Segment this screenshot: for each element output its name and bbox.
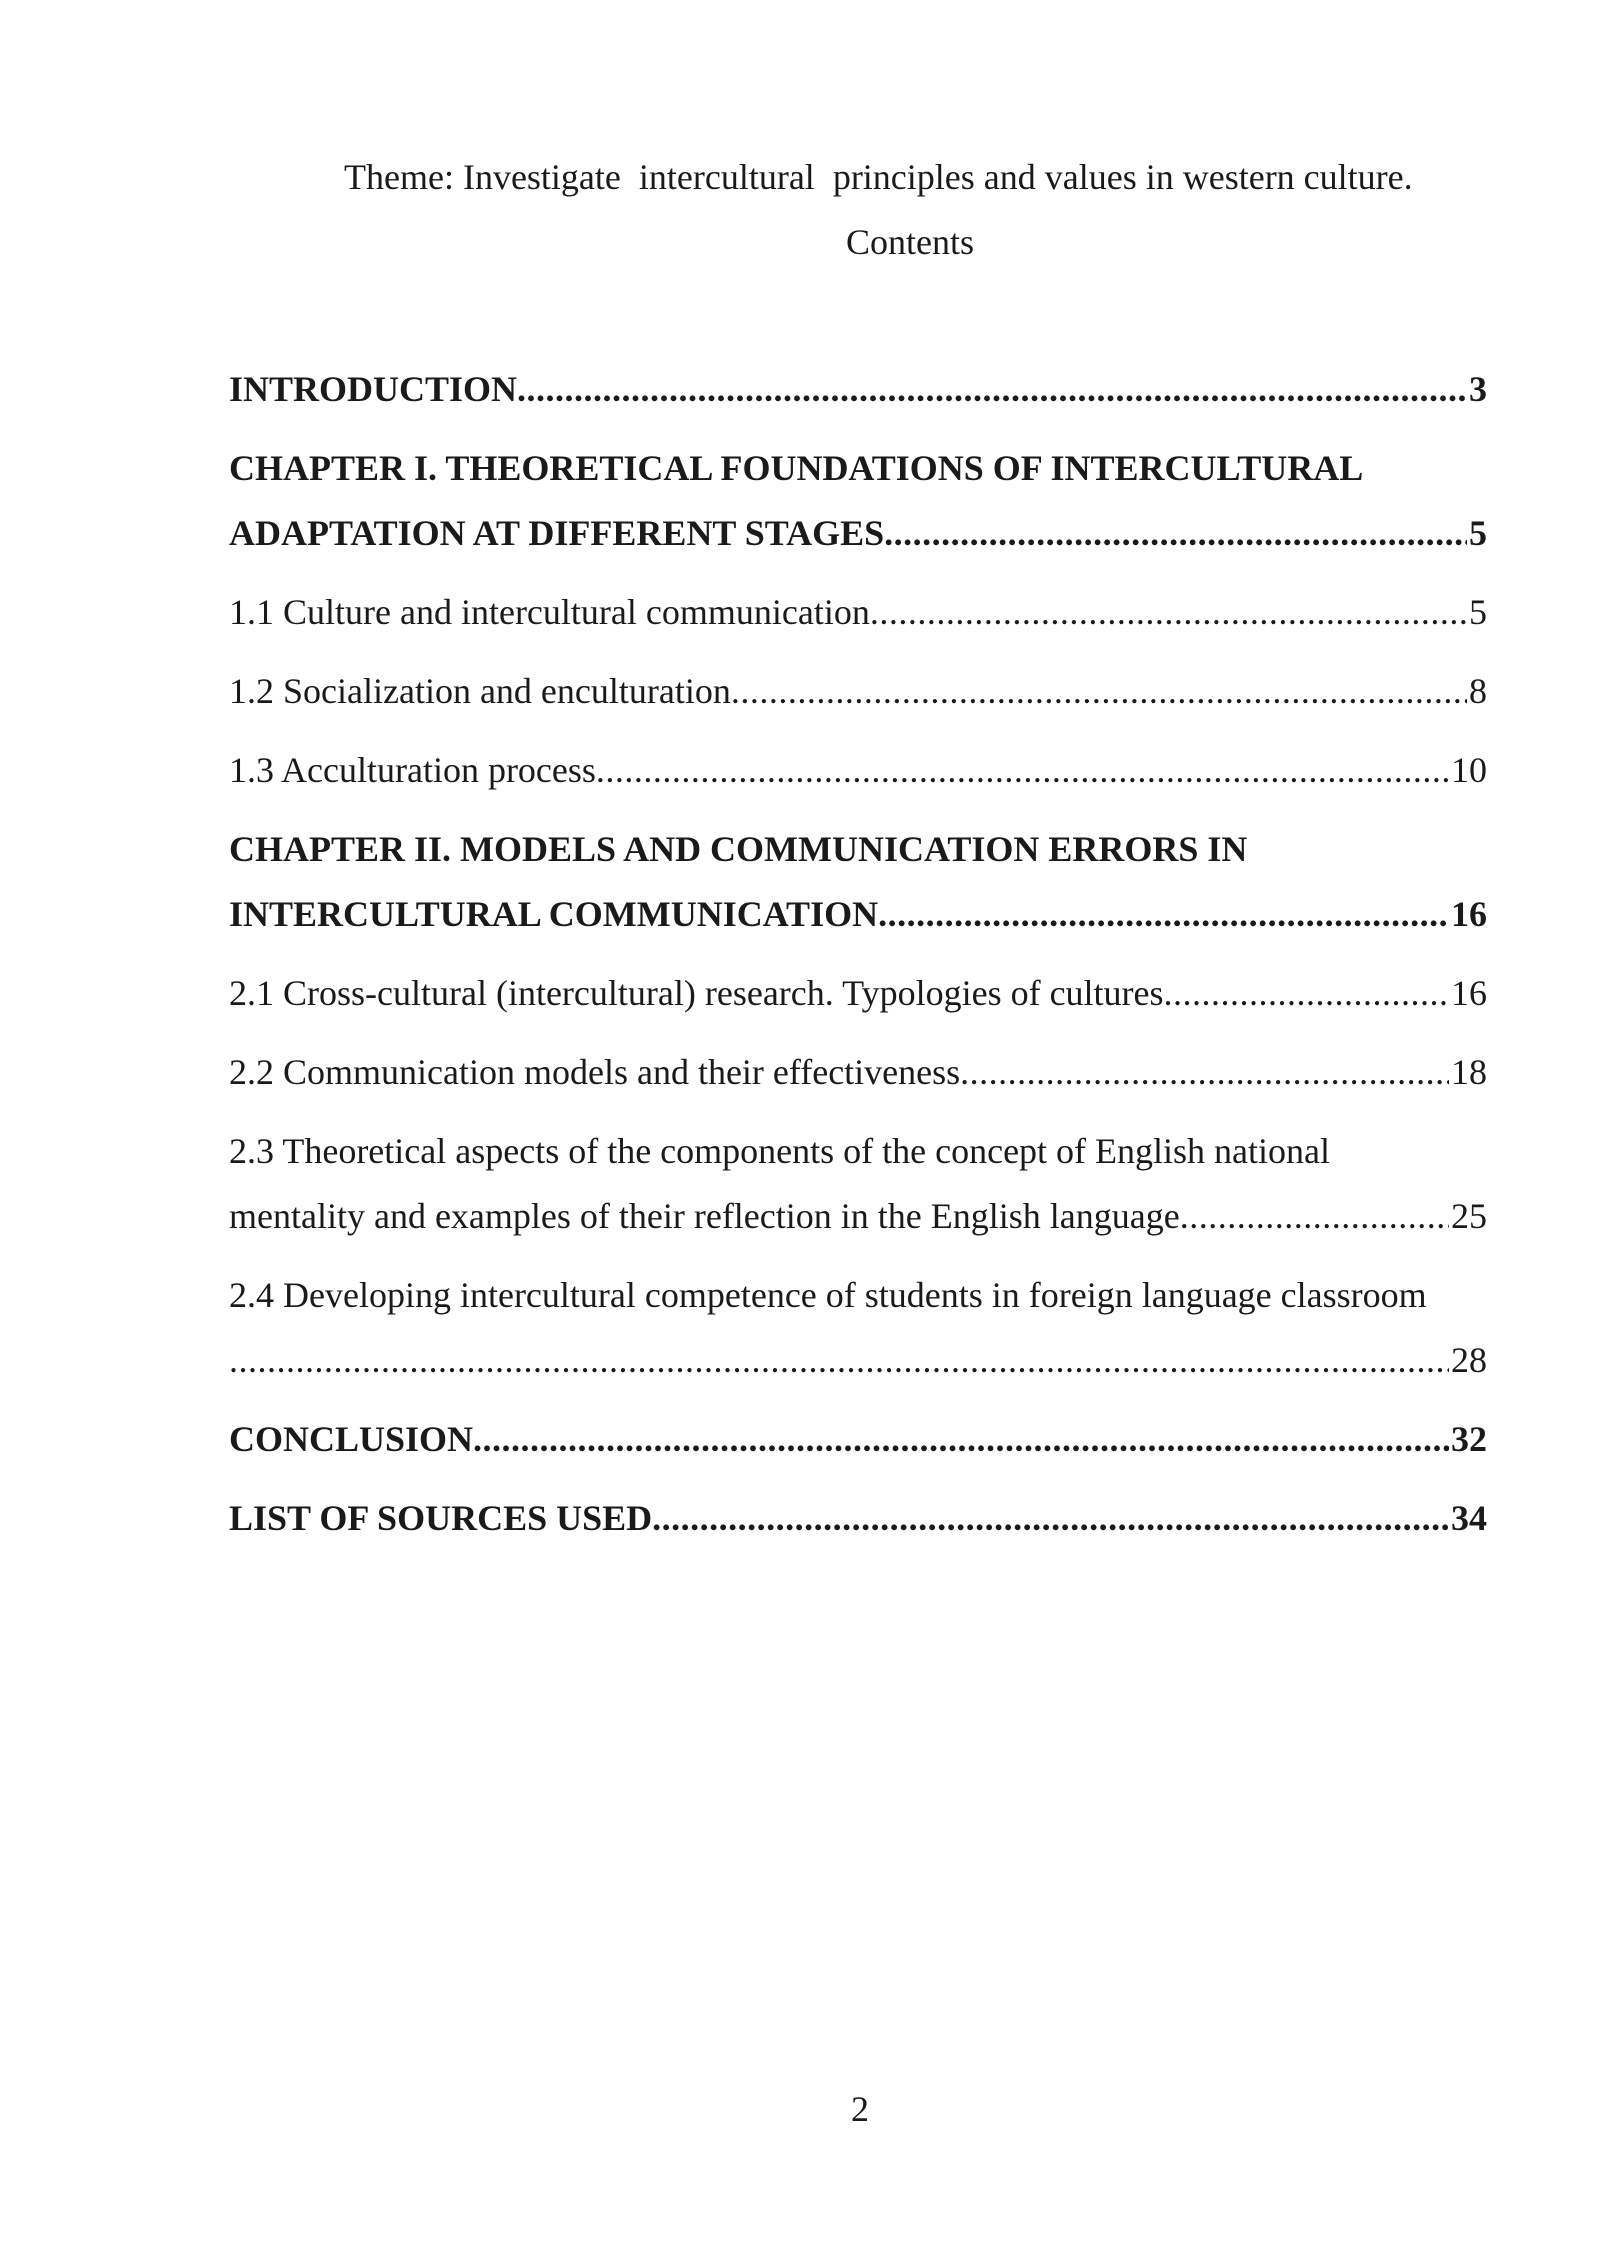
- toc-entry-title: INTERCULTURAL COMMUNICATION: [229, 894, 879, 934]
- toc-entry[interactable]: [229, 1263, 1487, 1393]
- toc-entry[interactable]: [229, 1119, 1487, 1249]
- toc-page-number: 25: [1451, 1196, 1487, 1236]
- dot-leader: [517, 357, 1467, 422]
- toc-entry-title: 2.4 Developing intercultural competence of students in foreign language classroom: [229, 1275, 1427, 1315]
- toc-page-number: 8: [1469, 671, 1487, 711]
- toc-entry-title: 2.2 Communication models and their effectiveness: [229, 1052, 961, 1092]
- toc-entry-title: 1.3 Acculturation process: [229, 750, 596, 790]
- toc-entry-title: 1.1 Culture and intercultural communication: [229, 592, 870, 632]
- dot-leader: [596, 738, 1449, 803]
- toc-entry[interactable]: [229, 580, 1487, 645]
- toc-entry[interactable]: [229, 1486, 1487, 1551]
- page-number: 2: [851, 2089, 869, 2129]
- toc-page-number: 5: [1469, 513, 1487, 553]
- toc-entry-title: 2.1 Cross-cultural (intercultural) research. Typologies of cultures: [229, 973, 1164, 1013]
- dot-leader: [870, 580, 1467, 645]
- toc-page-number: 5: [1469, 592, 1487, 632]
- toc-entry-title: INTRODUCTION: [229, 369, 518, 409]
- table-of-contents: [229, 357, 1487, 1565]
- toc-page-number: 16: [1451, 894, 1487, 934]
- toc-entry[interactable]: [229, 738, 1487, 803]
- toc-page-number: 16: [1451, 973, 1487, 1013]
- theme-line: Theme: Investigate intercultural principles and values in western culture.: [344, 157, 1413, 197]
- toc-entry[interactable]: [229, 1407, 1487, 1472]
- dot-leader: [473, 1407, 1449, 1472]
- toc-entry[interactable]: [229, 1040, 1487, 1105]
- dot-leader: [1180, 1184, 1449, 1249]
- toc-entry-title: mentality and examples of their reflection in the English language: [229, 1196, 1180, 1236]
- dot-leader: [884, 501, 1467, 566]
- toc-page-number: 3: [1469, 369, 1487, 409]
- toc-entry-title: CHAPTER I. THEORETICAL FOUNDATIONS OF INTERCULTURAL: [229, 448, 1364, 488]
- toc-entry-title: 1.2 Socialization and enculturation: [229, 671, 731, 711]
- contents-heading: Contents: [845, 222, 974, 262]
- dot-leader: [652, 1486, 1449, 1551]
- toc-page-number: 10: [1451, 750, 1487, 790]
- dot-leader: [229, 1328, 1449, 1393]
- toc-entry-title: CHAPTER II. MODELS AND COMMUNICATION ERRORS IN: [229, 829, 1248, 869]
- toc-entry[interactable]: [229, 961, 1487, 1026]
- dot-leader: [878, 882, 1449, 947]
- toc-entry[interactable]: [229, 817, 1487, 947]
- toc-entry[interactable]: [229, 659, 1487, 724]
- toc-page-number: 32: [1451, 1419, 1487, 1459]
- toc-page-number: 34: [1451, 1498, 1487, 1538]
- toc-page-number: 18: [1451, 1052, 1487, 1092]
- dot-leader: [731, 659, 1467, 724]
- dot-leader: [1164, 961, 1449, 1026]
- dot-leader: [960, 1040, 1449, 1105]
- toc-page-number: 28: [1451, 1340, 1487, 1380]
- toc-entry-title: ADAPTATION AT DIFFERENT STAGES: [229, 513, 885, 553]
- toc-entry-title: LIST OF SOURCES USED: [229, 1498, 653, 1538]
- toc-entry-title: CONCLUSION: [229, 1419, 474, 1459]
- toc-entry-title: 2.3 Theoretical aspects of the components of the concept of English national: [229, 1131, 1331, 1171]
- toc-entry[interactable]: [229, 436, 1487, 566]
- toc-entry[interactable]: [229, 357, 1487, 422]
